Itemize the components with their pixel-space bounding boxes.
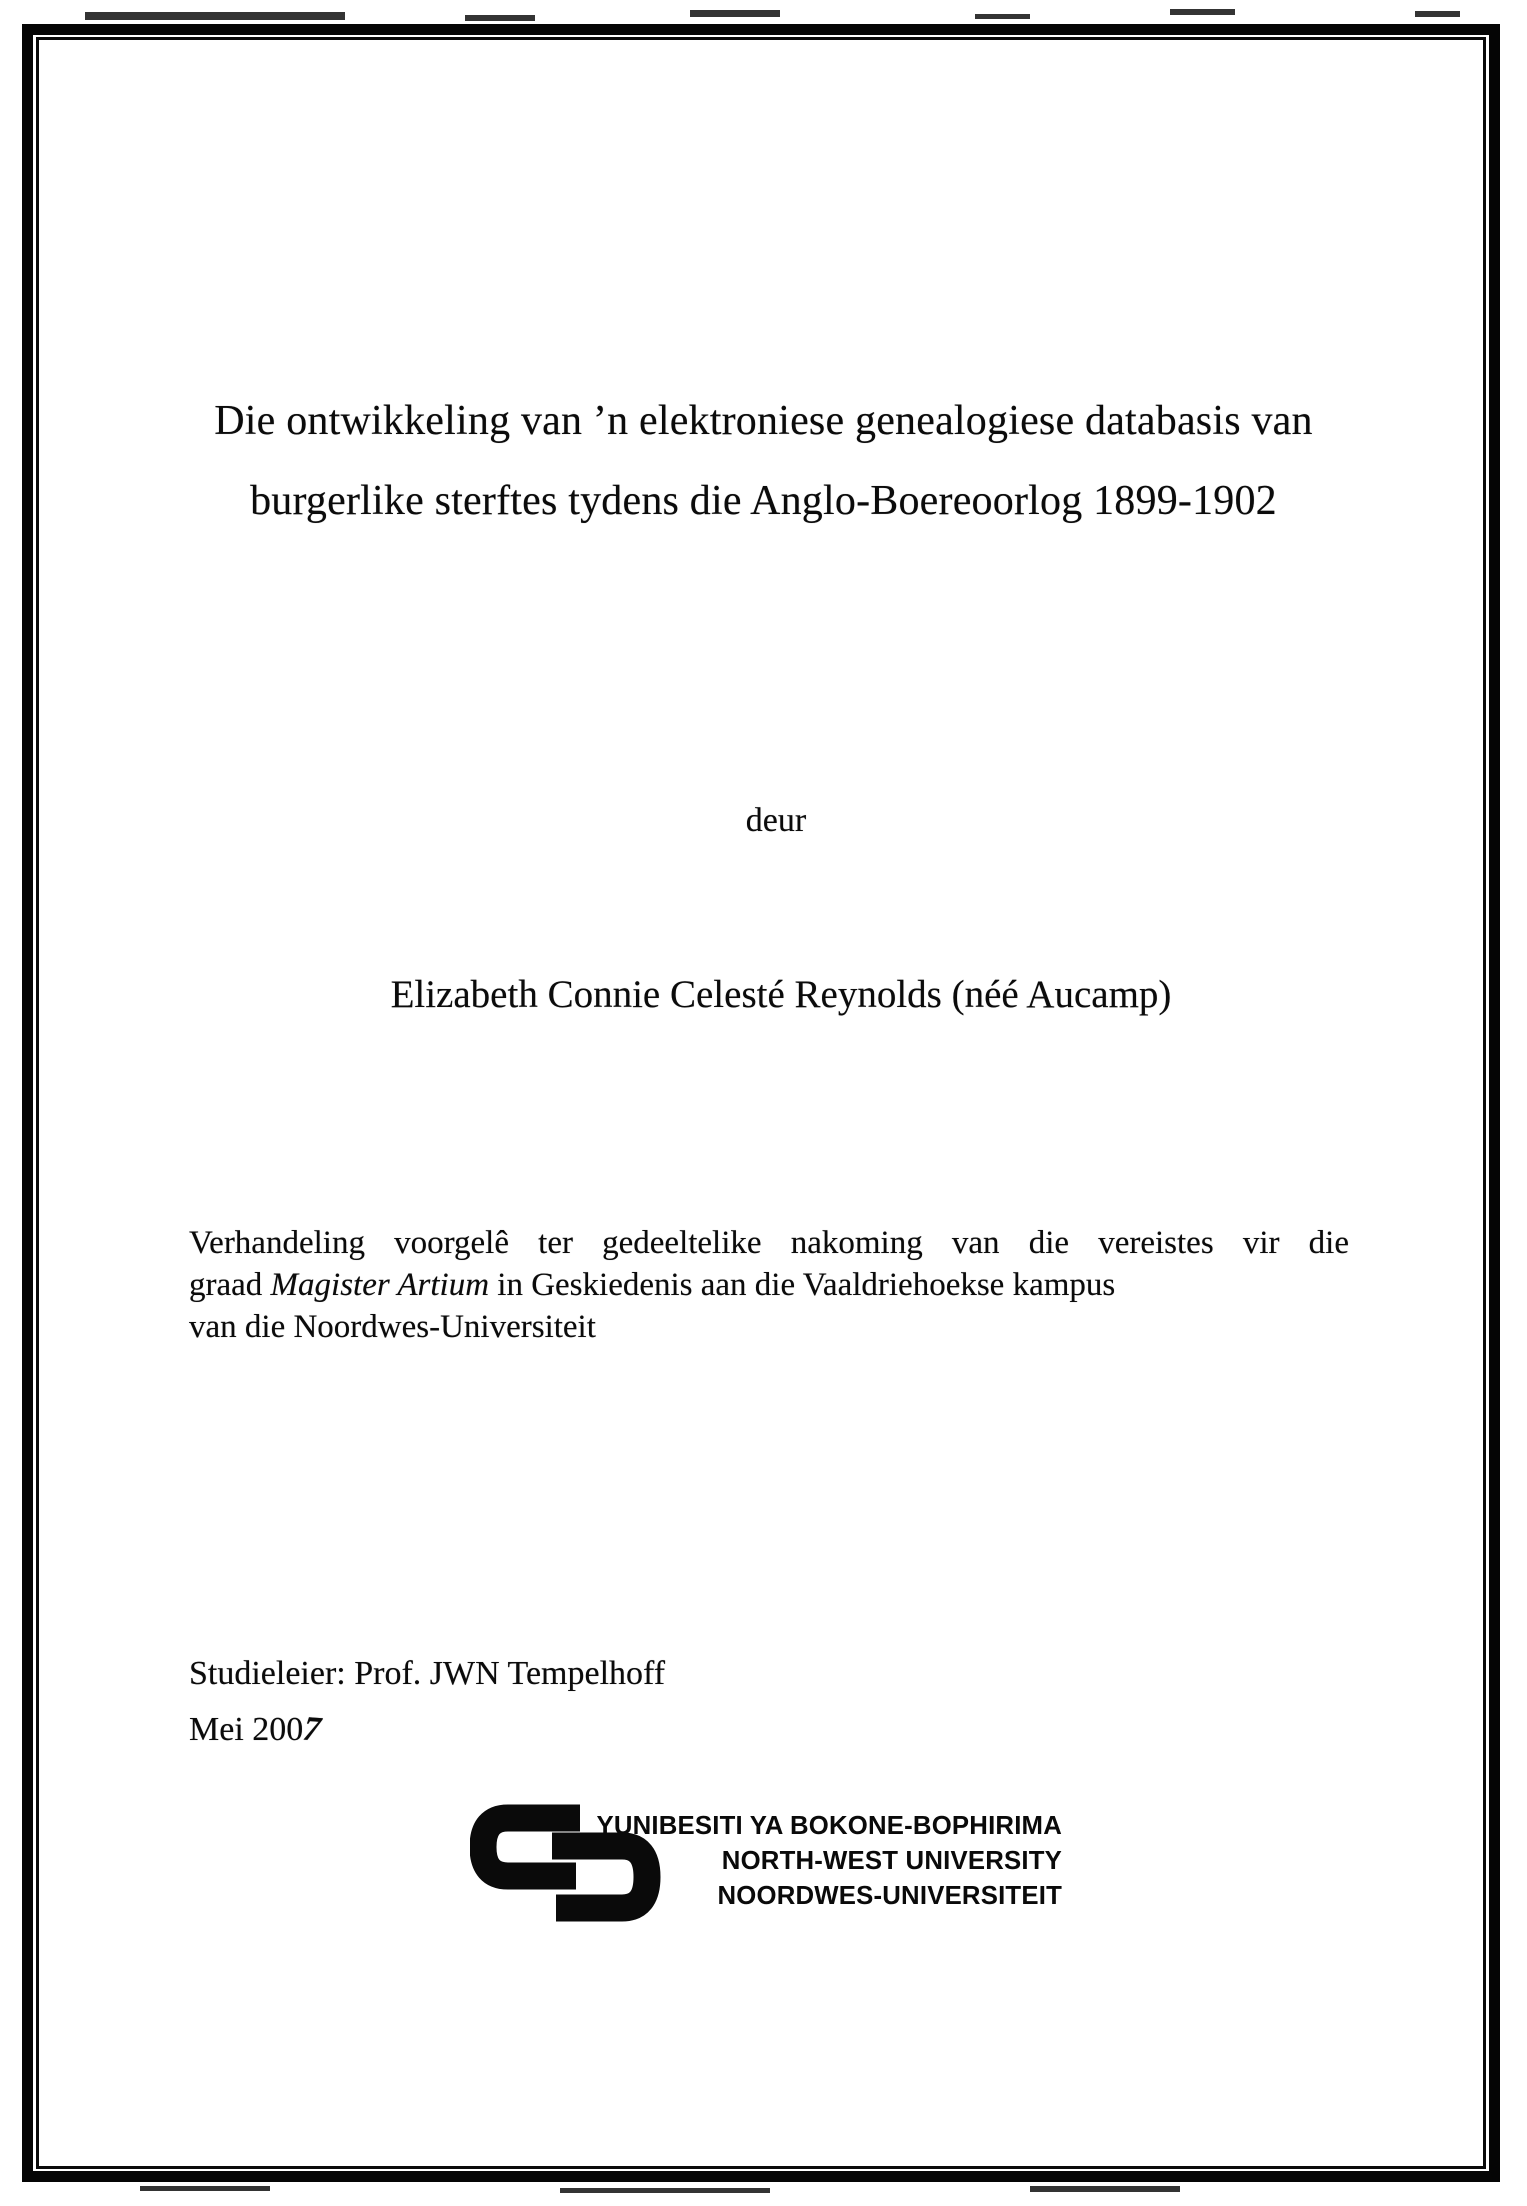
scan-artifact xyxy=(140,2186,270,2191)
declaration-line-2-post: in Geskiedenis aan die Vaaldriehoekse kampus xyxy=(489,1267,1116,1303)
declaration-line-2 xyxy=(189,1264,1349,1306)
scan-artifact xyxy=(560,2188,770,2193)
university-logo xyxy=(470,1800,1070,2000)
scan-artifact xyxy=(690,10,780,17)
logo-text-setswana: YUNIBESITI YA BOKONE-BOPHIRIMA xyxy=(596,1810,1062,1840)
author-name: Elizabeth Connie Celesté Reynolds (néé Aucamp) xyxy=(390,973,1172,1016)
declaration-line-3: van die Noordwes-Universiteit xyxy=(189,1309,596,1345)
scan-artifact xyxy=(1415,11,1460,17)
declaration-line-1: Verhandeling voorgelê ter gedeeltelike nakoming van die vereistes vir die xyxy=(189,1225,1349,1261)
degree-declaration xyxy=(189,1222,1349,1348)
supervisor-line: Studieleier: Prof. JWN Tempelhoff xyxy=(189,1655,666,1692)
scan-artifact xyxy=(1030,2186,1180,2192)
supervisor-block xyxy=(189,1646,1089,1758)
logo-text-afrikaans: NOORDWES-UNIVERSITEIT xyxy=(717,1880,1062,1910)
scan-artifact xyxy=(85,12,345,20)
thesis-title xyxy=(36,381,1491,541)
byline-deur: deur xyxy=(745,802,807,839)
thesis-title-line-2: burgerlike sterftes tydens die Anglo-Boereoorlog 1899-1902 xyxy=(250,478,1277,524)
date-last-digit: 7 xyxy=(297,1710,327,1749)
date-line xyxy=(189,1702,1089,1758)
thesis-title-line-1: Die ontwikkeling van ’n elektroniese genealogiese databasis van xyxy=(214,398,1313,444)
declaration-line-2-pre: graad xyxy=(189,1267,271,1303)
date-prefix: Mei 200 xyxy=(189,1711,304,1748)
university-logo-text xyxy=(593,1808,1062,1913)
scan-artifact xyxy=(465,15,535,21)
scan-artifact xyxy=(1170,9,1235,15)
logo-text-english: NORTH-WEST UNIVERSITY xyxy=(721,1845,1062,1875)
degree-name: Magister Artium xyxy=(270,1267,490,1303)
scan-artifact xyxy=(975,14,1030,19)
